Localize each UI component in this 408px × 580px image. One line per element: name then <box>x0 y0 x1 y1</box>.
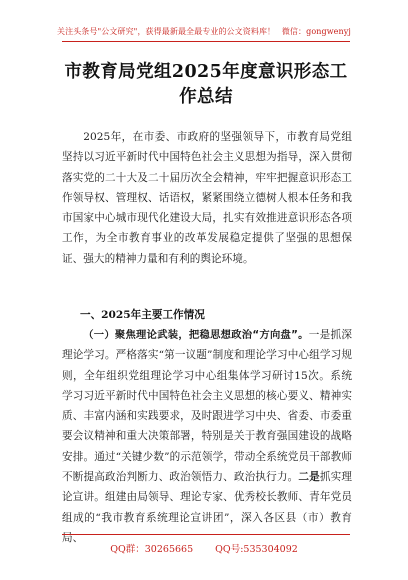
footer-rule <box>62 534 350 535</box>
paragraph-bold-marker: 二是 <box>298 471 320 484</box>
footer-contact <box>0 541 408 555</box>
paragraph-part-2: 抓实理论宣讲。组建由局领导、理论专家、优秀校长教师、青年党员组成的“我市教育系统理论宣讲团”，深入各区县（市）教育局、 <box>62 471 352 544</box>
footer-qq-group: QQ群：30265665 <box>110 544 194 555</box>
intro-paragraph: 2025年，在市委、市政府的坚强领导下，市教育局党组坚持以习近平新时代中国特色社会主义思想为指导，深入贯彻落实党的二十大及二十届历次全会精神，牢牢把握意识形态工作领导权、管理权、话语权，紧紧围绕立德树人根本任务和我市国家中心城市现代化建设大局，扎实有效推进意识形态各项工作，为全市教育事业的改革发展稳定提供了坚强的思想保证、强大的精神力量和有利的舆论环境。 <box>62 131 352 265</box>
header-banner-right: 微信：gongwenyj <box>281 27 351 36</box>
footer-qq-number: QQ号:535304092 <box>215 544 298 555</box>
paragraph-part-1: 一是抓深理论学习。严格落实“第一议题”制度和理论学习中心组学习规则，全年组织党组理论学习中心组集体学习研讨15次。系统学习习近平新时代中国特色社会主义思想的核心要义、精神实质、丰富内涵和实践要求，及时跟进学习中央、省委、市委重要会议精神和重大决策部署，特别是关于教育强国建设的战略安排。通过“关键少数”的示范领学，带动全系统党员干部教师不断提高政治判断力、政治领悟力、政治执行力。 <box>62 329 353 484</box>
header-banner <box>0 26 408 37</box>
header-banner-left: 关注头条号"公文研究"，获得最新最全最专业的公文资料库！ <box>57 27 276 36</box>
subsection-title: （一）聚焦理论武装，把稳思想政治“方向盘”。 <box>83 329 309 341</box>
header-rule <box>62 41 350 42</box>
section-heading: 一、2025年主要工作情况 <box>80 309 205 321</box>
section-paragraph <box>62 325 352 548</box>
document-title: 市教育局党组2025年度意识形态工作总结 <box>64 62 348 107</box>
